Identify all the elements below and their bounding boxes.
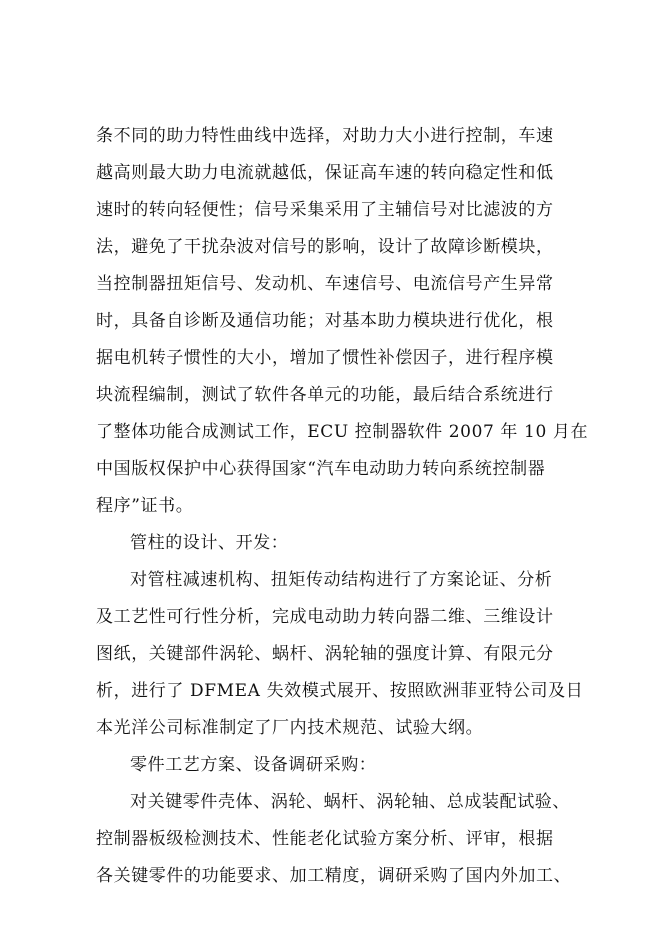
text-line: 及工艺性可行性分析，完成电动助力转向器二维、三维设计 (96, 607, 554, 627)
text-line: 据电机转子惯性的大小，增加了惯性补偿因子，进行程序模 (96, 348, 554, 368)
text-line: 对关键零件壳体、涡轮、蜗杆、涡轮轴、总成装配试验、 (130, 792, 570, 812)
text-line: 各关键零件的功能要求、加工精度，调研采购了国内外加工、 (96, 866, 572, 886)
text-line: 图纸，关键部件涡轮、蜗杆、涡轮轴的强度计算、有限元分 (96, 644, 554, 664)
section-heading: 管柱的设计、开发： (130, 533, 289, 553)
text-line: 控制器板级检测技术、性能老化试验方案分析、评审，根据 (96, 829, 554, 849)
text-line: 中国版权保护中心获得国家“汽车电动助力转向系统控制器 (96, 459, 546, 479)
section-heading: 零件工艺方案、设备调研采购： (130, 755, 377, 775)
text-line: 法，避免了干扰杂波对信号的影响，设计了故障诊断模块， (96, 237, 554, 257)
text-line: 块流程编制，测试了软件各单元的功能，最后结合系统进行 (96, 385, 554, 405)
text-line: 析，进行了 DFMEA 失效模式展开、按照欧洲菲亚特公司及日 (96, 681, 584, 701)
text-line: 当控制器扭矩信号、发动机、车速信号、电流信号产生异常 (96, 274, 554, 294)
text-line: 本光洋公司标准制定了厂内技术规范、试验大纲。 (96, 718, 484, 738)
text-line: 时，具备自诊断及通信功能；对基本助力模块进行优化，根 (96, 311, 554, 331)
text-line: 对管柱减速机构、扭矩传动结构进行了方案论证、分析 (130, 570, 553, 590)
text-line: 程序”证书。 (96, 496, 194, 516)
text-line: 速时的转向轻便性；信号采集采用了主辅信号对比滤波的方 (96, 200, 554, 220)
text-line: 条不同的助力特性曲线中选择，对助力大小进行控制，车速 (96, 126, 554, 146)
text-line: 越高则最大助力电流就越低，保证高车速的转向稳定性和低 (96, 163, 554, 183)
text-line: 了整体功能合成测试工作，ECU 控制器软件 2007 年 10 月在 (96, 422, 589, 442)
